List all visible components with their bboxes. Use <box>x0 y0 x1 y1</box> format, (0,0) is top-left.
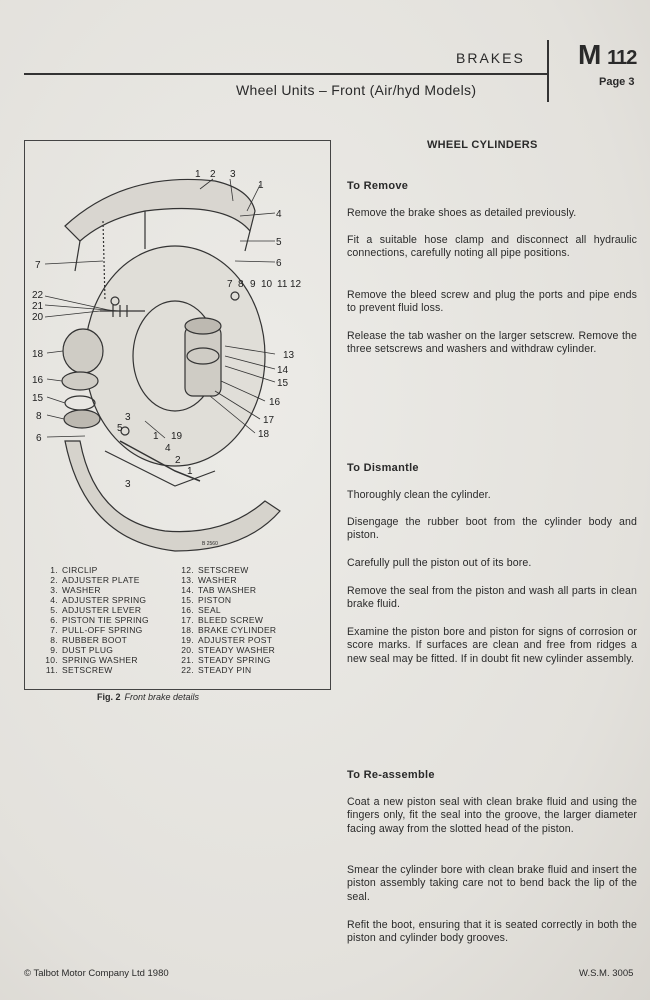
callout-label: 4 <box>276 209 282 220</box>
callout-label: 5 <box>276 237 282 248</box>
legend-left <box>42 565 182 675</box>
legend-row: 17. BLEED SCREW <box>181 615 264 625</box>
callout-label: 6 <box>36 433 42 444</box>
callout-label: 3 <box>125 479 131 490</box>
callout-label: 22 <box>32 290 44 301</box>
callout-label: 18 <box>258 429 270 440</box>
rubber-boot <box>63 329 103 373</box>
callout-label: 1 <box>187 466 193 477</box>
callout-label: 1 <box>258 180 264 191</box>
callout-label: 14 <box>277 365 289 376</box>
callout-label: 16 <box>32 375 44 386</box>
header-rule <box>24 73 549 75</box>
reassemble-step-1: Coat a new piston seal with clean brake fluid and using the fingers only, fit the seal into the groove, the larger diameter facing away from the slotted head of the piston. <box>347 796 637 835</box>
legend-row: 1. CIRCLIP <box>50 565 98 575</box>
legend-row: 19. ADJUSTER POST <box>181 635 273 645</box>
section-code-number: 112 <box>607 47 637 69</box>
dismantle-step-3: Carefully pull the piston out of its bore. <box>347 557 532 569</box>
remove-step-1: Remove the brake shoes as detailed previously. <box>347 207 577 219</box>
callout-label: 3 <box>230 169 236 180</box>
legend-right <box>178 565 328 675</box>
figure-caption-label: Fig. 2 <box>97 692 121 702</box>
remove-step-2: Fit a suitable hose clamp and disconnect all hydraulic connections, carefully noting all pipe positions. <box>347 234 637 260</box>
dismantle-step-5: Examine the piston bore and piston for signs of corrosion or score marks. If surfaces are clean and free from ridges a new seal may be fitted. If in doubt fit new cylinder assembly. <box>347 626 637 665</box>
legend-row: 22. STEADY PIN <box>181 665 252 675</box>
callout-label: 8 <box>238 279 244 290</box>
callout-label: 4 <box>165 443 171 454</box>
front-brake-exploded-diagram <box>25 141 328 561</box>
remove-step-3: Remove the bleed screw and plug the ports and pipe ends to prevent fluid loss. <box>347 289 637 315</box>
section-code <box>578 39 636 71</box>
callout-label: 16 <box>269 397 281 408</box>
callout-label: 18 <box>32 349 44 360</box>
dismantle-step-4: Remove the seal from the piston and wash all parts in clean brake fluid. <box>347 585 637 611</box>
callout-label: 7 <box>227 279 233 290</box>
header-divider <box>547 40 549 102</box>
legend-row: 20. STEADY WASHER <box>181 645 276 655</box>
callout-label: 19 <box>171 431 183 442</box>
legend-row: 16. SEAL <box>181 605 221 615</box>
legend-row: 18. BRAKE CYLINDER <box>181 625 277 635</box>
remove-heading: To Remove <box>347 180 409 192</box>
callout-label: 9 <box>250 279 256 290</box>
legend-row: 3. WASHER <box>50 585 101 595</box>
upper-brake-shoe <box>65 179 255 241</box>
dismantle-step-2: Disengage the rubber boot from the cylinder body and piston. <box>347 516 637 542</box>
reassemble-heading: To Re-assemble <box>347 769 435 781</box>
legend-row: 2. ADJUSTER PLATE <box>50 575 140 585</box>
remove-step-4: Release the tab washer on the larger setscrew. Remove the three setscrews and washers and withdraw cylinder. <box>347 330 637 356</box>
callout-label: 1 <box>195 169 201 180</box>
legend-row: 13. WASHER <box>181 575 237 585</box>
callout-label: 3 <box>125 412 131 423</box>
legend-row: 8. RUBBER BOOT <box>50 635 128 645</box>
callout-label: 5 <box>117 423 123 434</box>
legend-row: 10. SPRING WASHER <box>45 655 138 665</box>
manual-reference: W.S.M. 3005 <box>579 968 634 979</box>
callout-label: 6 <box>276 258 282 269</box>
dismantle-step-1: Thoroughly clean the cylinder. <box>347 489 491 501</box>
section-code-letter: M <box>578 39 601 70</box>
callout-label: 20 <box>32 312 44 323</box>
legend-row: 14. TAB WASHER <box>181 585 257 595</box>
legend-row: 9. DUST PLUG <box>50 645 114 655</box>
legend-row: 4. ADJUSTER SPRING <box>50 595 147 605</box>
callout-label: 2 <box>175 455 181 466</box>
callout-label: 13 <box>283 350 295 361</box>
dismantle-heading: To Dismantle <box>347 462 419 474</box>
legend-row: 6. PISTON TIE SPRING <box>50 615 149 625</box>
callout-label: 10 <box>261 279 273 290</box>
legend-row: 7. PULL-OFF SPRING <box>50 625 143 635</box>
legend-row: 15. PISTON <box>181 595 232 605</box>
copyright-notice: © Talbot Motor Company Ltd 1980 <box>24 968 169 979</box>
figure-caption <box>97 692 199 702</box>
section-title: BRAKES <box>456 50 525 66</box>
figure-caption-text: Front brake details <box>124 692 200 702</box>
reassemble-step-3: Refit the boot, ensuring that it is seated correctly in both the piston and cylinder body grooves. <box>347 919 637 945</box>
legend-row: 5. ADJUSTER LEVER <box>50 605 142 615</box>
legend-row: 21. STEADY SPRING <box>181 655 271 665</box>
callout-label: 17 <box>263 415 275 426</box>
legend-row: 12. SETSCREW <box>181 565 249 575</box>
page-number: Page 3 <box>599 76 635 88</box>
callout-label: 2 <box>210 169 216 180</box>
page-subtitle: Wheel Units – Front (Air/hyd Models) <box>236 82 477 98</box>
callout-label: 7 <box>35 260 41 271</box>
callout-label: 11 <box>277 279 288 290</box>
legend-row: 11. SETSCREW <box>45 665 113 675</box>
content-title: WHEEL CYLINDERS <box>427 139 538 151</box>
callout-label: 1 <box>153 431 159 442</box>
reassemble-step-2: Smear the cylinder bore with clean brake fluid and insert the piston assembly taking care not to bend back the lip of the seal. <box>347 864 637 903</box>
callout-label: 15 <box>32 393 44 404</box>
callout-label: 21 <box>32 301 44 312</box>
callout-label: 8 <box>36 411 42 422</box>
plate-number: B 2560 <box>202 541 218 547</box>
callout-label: 15 <box>277 378 289 389</box>
callout-label: 12 <box>290 279 302 290</box>
